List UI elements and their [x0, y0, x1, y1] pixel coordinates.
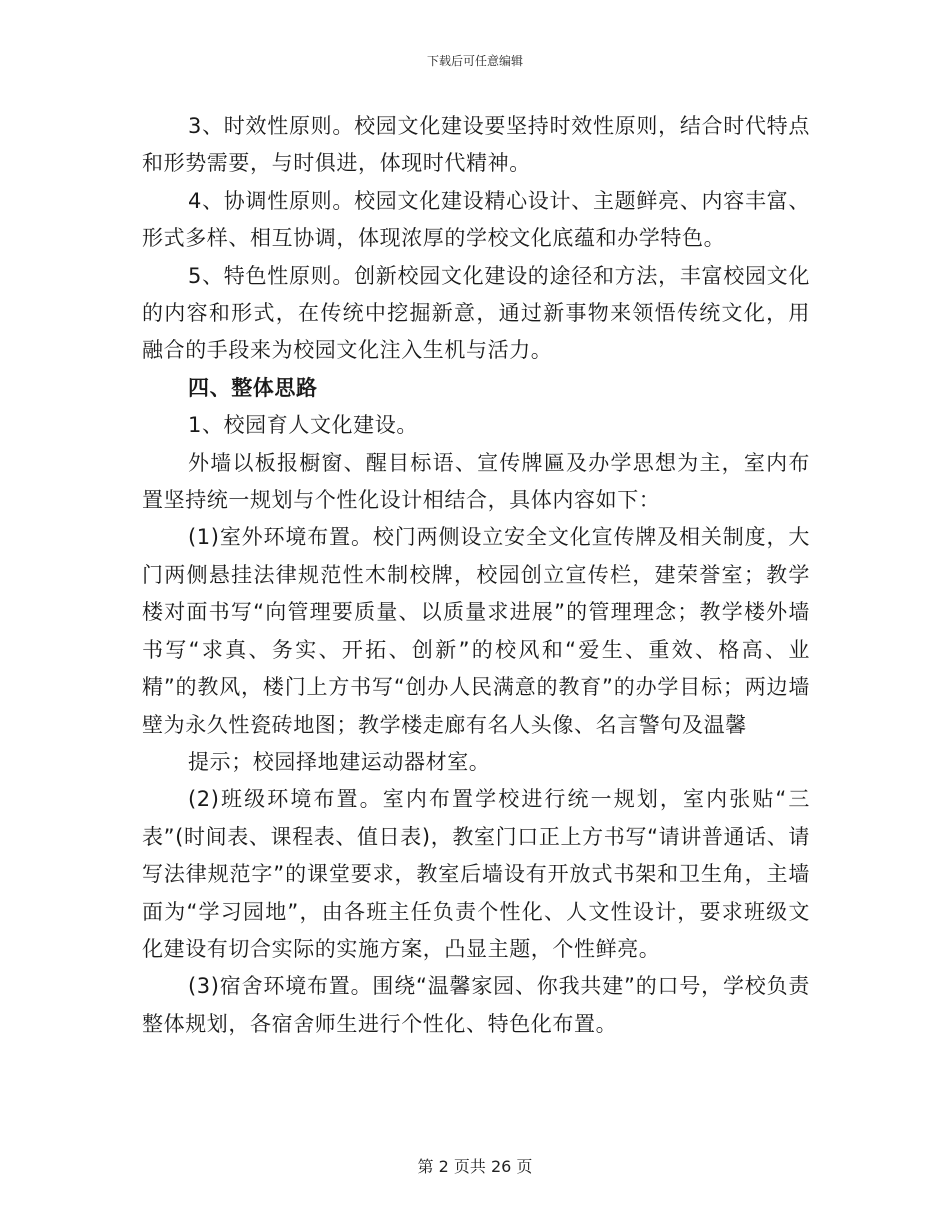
paragraph-dormitory-environment: (3)宿舍环境布置。围绕“温馨家园、你我共建”的口号，学校负责整体规划，各宿舍师生进行个性化、特色化布置。	[142, 974, 810, 1036]
paragraph-distinctiveness-principle: 5、特色性原则。创新校园文化建设的途径和方法，丰富校园文化的内容和形式，在传统中挖掘新意，通过新事物来领悟传统文化，用融合的手段来为校园文化注入生机与活力。	[142, 263, 810, 363]
page-number: 第 2 页共 26 页	[417, 1157, 533, 1176]
paragraph-outdoor-environment: (1)室外环境布置。校门两侧设立安全文化宣传牌及相关制度，大门两侧悬挂法律规范性木制校牌，校园创立宣传栏，建荣誉室；教学楼对面书写“向管理要质量、以质量求进展”的管理理念；教学楼外墙书写“求真、务实、开拓、创新”的校风和“爱生、重效、格高、业精”的教风，楼门上方书写“创办人民满意的教育”的办学目标；两边墙壁为永久性瓷砖地图；教学楼走廊有名人头像、名言警句及温馨	[142, 525, 810, 737]
paragraph-wall-layout: 外墙以板报橱窗、醒目标语、宣传牌匾及办学思想为主，室内布置坚持统一规划与个性化设计相结合，具体内容如下：	[142, 450, 810, 513]
document-body	[142, 108, 810, 1043]
paragraph-classroom-environment: (2)班级环境布置。室内布置学校进行统一规划，室内张贴“三表”(时间表、课程表、值日表)，教室门口正上方书写“请讲普通话、请写法律规范字”的课堂要求，教室后墙设有开放式书架和卫生角，主墙面为“学习园地”，由各班主任负责个性化、人文性设计，要求班级文化建设有切合实际的实施方案，凸显主题，个性鲜亮。	[142, 787, 810, 961]
subheading-campus-culture: 1、校园育人文化建设。	[188, 413, 418, 438]
paragraph-sports-equipment: 提示；校园择地建运动器材室。	[188, 749, 491, 774]
paragraph-coordination-principle: 4、协调性原则。校园文化建设精心设计、主题鲜亮、内容丰富、形式多样、相互协调，体现浓厚的学校文化底蕴和办学特色。	[142, 188, 810, 251]
section-heading-overall-approach: 四、整体思路	[188, 375, 318, 400]
page-header: 下载后可任意编辑	[426, 54, 523, 68]
paragraph-timeliness-principle: 3、时效性原则。校园文化建设要坚持时效性原则，结合时代特点和形势需要，与时俱进，体现时代精神。	[142, 114, 810, 176]
